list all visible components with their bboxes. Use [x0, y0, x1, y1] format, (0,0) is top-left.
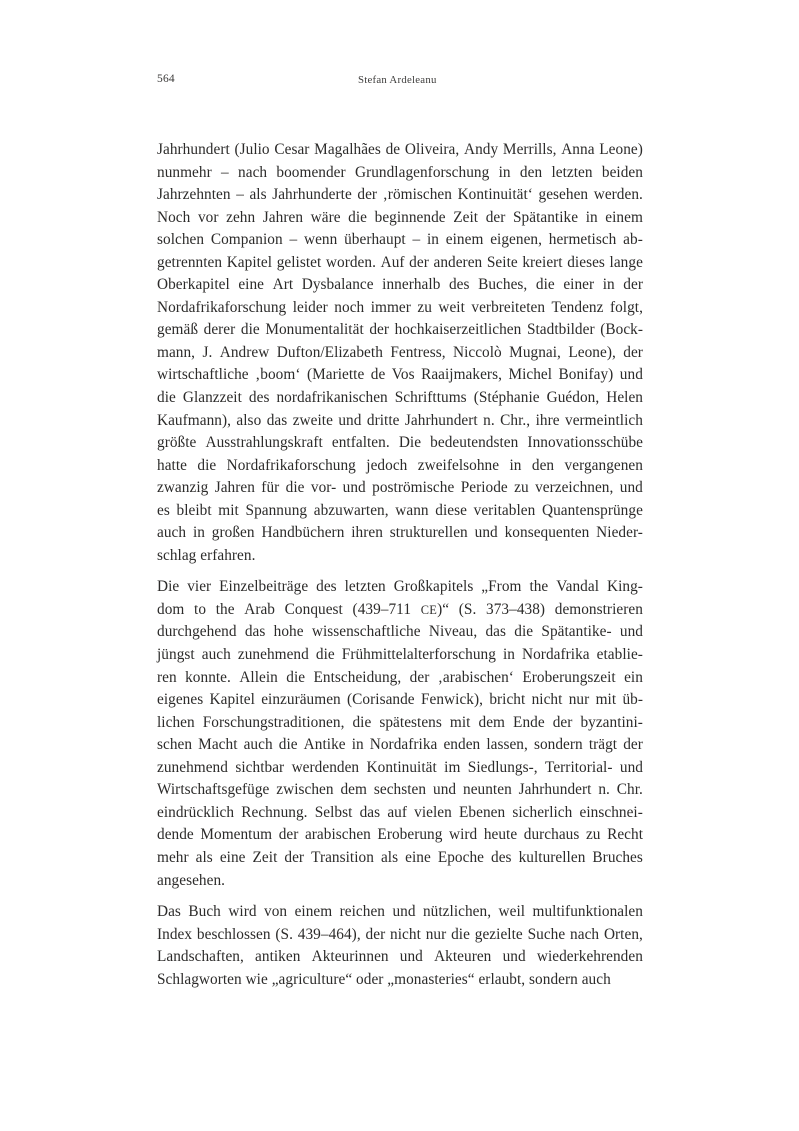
text-line: Noch vor zehn Jahren wäre die beginnende Zeit der Spätantike in einem	[157, 208, 643, 226]
text-line: jüngst auch zunehmend die Frühmittelalterforschung in Nordafrika etablie-	[157, 646, 643, 664]
text-line: schen Macht auch die Antike in Nordafrika enden lassen, sondern trägt der	[157, 736, 643, 754]
text-line: gemäß derer die Monumentalität der hochkaiserzeitlichen Stadtbilder (Bock-	[157, 321, 643, 339]
paragraph-3	[157, 903, 643, 993]
page-header	[157, 73, 643, 89]
text-line: Jahrhundert (Julio Cesar Magalhães de Oliveira, Andy Merrills, Anna Leone)	[157, 141, 643, 158]
text-line: Kaufmann), also das zweite und dritte Jahrhundert n. Chr., ihre vermeintlich	[157, 411, 643, 429]
text-line: nunmehr – nach boomender Grundlagenforschung in den letzten beiden	[157, 163, 643, 181]
text-line: zwanzig Jahren für die vor- und poströmische Periode zu verzeichnen, und	[157, 479, 643, 497]
text-line: ren konnte. Allein die Entscheidung, der ‚arabischen‘ Eroberungszeit ein	[157, 668, 643, 686]
text-line: hatte die Nordafrikaforschung jedoch zweifelsohne in den vergangenen	[157, 456, 643, 474]
paragraph-2	[157, 578, 643, 894]
text-line: angesehen.	[157, 871, 226, 889]
text-line: eigenes Kapitel einzuräumen (Corisande Fenwick), bricht nicht nur mit üb-	[157, 691, 643, 709]
text-line: getrennten Kapitel gelistet worden. Auf der anderen Seite kreiert dieses lange	[157, 253, 643, 271]
page-number: 564	[157, 73, 175, 85]
text-line: die Glanzzeit des nordafrikanischen Schrifttums (Stéphanie Guédon, Helen	[157, 389, 643, 407]
text-line: Wirtschaftsgefüge zwischen dem sechsten und neunten Jahrhundert n. Chr.	[157, 781, 643, 799]
body-text	[157, 141, 643, 993]
text-line: mann, J. Andrew Dufton/Elizabeth Fentress, Niccolò Mugnai, Leone), der	[157, 343, 643, 361]
text-line: schlag erfahren.	[157, 546, 256, 564]
text-line: lichen Forschungstraditionen, die spätestens mit dem Ende der byzantini-	[157, 713, 643, 731]
text-line: solchen Companion – wenn überhaupt – in einem eigenen, hermetisch ab-	[157, 231, 643, 249]
text-line: auch in großen Handbüchern ihren strukturellen und konsequenten Nieder-	[157, 524, 643, 542]
paragraph-1	[157, 141, 643, 569]
text-line: Jahrzehnten – als Jahrhunderte der ‚römischen Kontinuität‘ gesehen werden.	[157, 186, 643, 204]
text-line: dende Momentum der arabischen Eroberung wird heute durchaus zu Recht	[157, 826, 643, 844]
text-line: wirtschaftliche ‚boom‘ (Mariette de Vos Raaijmakers, Michel Bonifay) und	[157, 366, 643, 384]
running-head: Stefan Ardeleanu	[358, 74, 437, 86]
text-line: Index beschlossen (S. 439–464), der nicht nur die gezielte Suche nach Orten,	[157, 925, 643, 943]
text-line: größte Ausstrahlungskraft entfalten. Die bedeutendsten Innovationsschübe	[157, 434, 643, 452]
text-line: Landschaften, antiken Akteurinnen und Akteuren und wiederkehrenden	[157, 948, 643, 966]
text-line: zunehmend sichtbar werdenden Kontinuität im Siedlungs-, Territorial- und	[157, 758, 643, 776]
text-line: Schlagworten wie „agriculture“ oder „monasteries“ erlaubt, sondern auch	[157, 970, 611, 988]
text-line: Oberkapitel eine Art Dysbalance innerhalb des Buches, die einer in der	[157, 276, 643, 294]
text-line: mehr als eine Zeit der Transition als eine Epoche des kulturellen Bruches	[157, 848, 643, 866]
text-line: Die vier Einzelbeiträge des letzten Großkapitels „From the Vandal King-	[157, 578, 643, 596]
text-line: Das Buch wird von einem reichen und nützlichen, weil multifunktionalen	[157, 903, 643, 921]
text-line: eindrücklich Rechnung. Selbst das auf vielen Ebenen sicherlich einschnei-	[157, 803, 643, 821]
text-line: dom to the Arab Conquest (439–711 CE)“ (S. 373–438) demonstrieren	[157, 600, 643, 618]
text-line: Nordafrikaforschung leider noch immer zu weit verbreiteten Tendenz folgt,	[157, 298, 643, 316]
text-line: es bleibt mit Spannung abzuwarten, wann diese veritablen Quantensprünge	[157, 501, 643, 519]
text-line: durchgehend das hohe wissenschaftliche Niveau, das die Spätantike- und	[157, 623, 643, 641]
